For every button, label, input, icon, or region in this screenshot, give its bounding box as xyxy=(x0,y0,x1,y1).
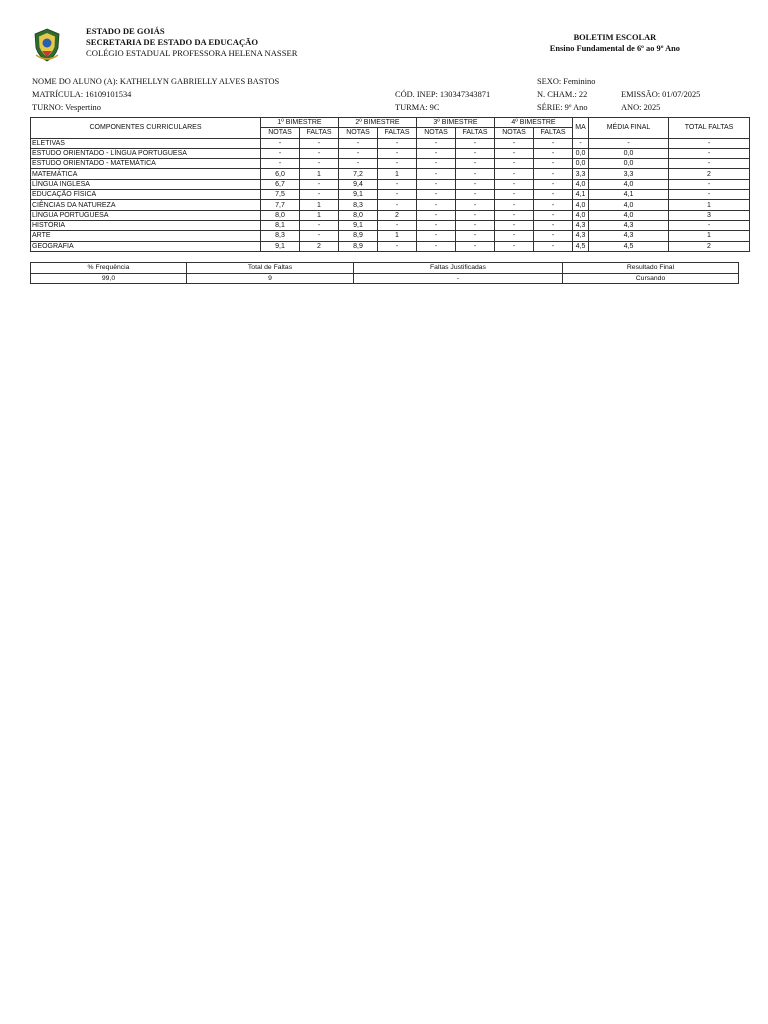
summary-table xyxy=(30,262,739,284)
grade-cell: - xyxy=(378,190,417,200)
table-row xyxy=(31,200,750,210)
document-subtitle: Ensino Fundamental de 6º ao 9º Ano xyxy=(549,44,680,53)
grade-cell: 4,0 xyxy=(589,179,669,189)
grade-cell: 1 xyxy=(669,200,750,210)
grade-cell: 4,0 xyxy=(573,179,589,189)
student-shift: TURNO: Vespertino xyxy=(32,103,101,112)
grade-cell: - xyxy=(417,220,456,230)
school-year: ANO: 2025 xyxy=(621,103,661,112)
grade-cell: - xyxy=(534,138,573,148)
grade-cell: 4,3 xyxy=(589,220,669,230)
grade-cell: - xyxy=(417,241,456,251)
grade-cell: 9,1 xyxy=(339,190,378,200)
faltas-header: FALTAS xyxy=(456,128,495,138)
final-average-header: MÉDIA FINAL xyxy=(589,118,669,139)
grade-cell: - xyxy=(495,210,534,220)
table-row xyxy=(31,231,750,241)
grade-cell: - xyxy=(495,200,534,210)
grade-cell: - xyxy=(339,159,378,169)
grade-cell: 7,2 xyxy=(339,169,378,179)
grade-cell: 3,3 xyxy=(589,169,669,179)
grade-cell: - xyxy=(669,148,750,158)
grade-cell: - xyxy=(495,241,534,251)
total-absences-header: TOTAL FALTAS xyxy=(669,118,750,139)
grade-cell: 8,3 xyxy=(261,231,300,241)
grade-cell: 2 xyxy=(378,210,417,220)
grade-cell: 2 xyxy=(669,169,750,179)
grade-cell: - xyxy=(417,190,456,200)
student-info xyxy=(30,77,740,116)
document-title-block xyxy=(550,32,680,54)
grade-cell: - xyxy=(417,169,456,179)
grade-cell: - xyxy=(300,190,339,200)
grade-cell: - xyxy=(456,200,495,210)
grade-cell: - xyxy=(417,148,456,158)
grade-cell: 1 xyxy=(669,231,750,241)
grade-cell: - xyxy=(669,220,750,230)
grade-cell: - xyxy=(456,169,495,179)
grade-cell: - xyxy=(534,148,573,158)
grade-cell: 9,1 xyxy=(339,220,378,230)
grade-cell: 4,5 xyxy=(573,241,589,251)
grade-cell: - xyxy=(378,148,417,158)
grade-cell: 8,0 xyxy=(339,210,378,220)
grade-cell: 4,5 xyxy=(589,241,669,251)
grade-cell: - xyxy=(417,200,456,210)
grade-cell: - xyxy=(456,241,495,251)
grade-cell: - xyxy=(495,138,534,148)
grade-cell: - xyxy=(495,231,534,241)
grade-cell: - xyxy=(378,138,417,148)
grade-cell: - xyxy=(534,179,573,189)
grade-cell: 0,0 xyxy=(573,159,589,169)
grade-cell: - xyxy=(339,138,378,148)
subject-name: EDUCAÇÃO FÍSICA xyxy=(31,190,261,200)
subject-name: ARTE xyxy=(31,231,261,241)
grade-cell: - xyxy=(456,179,495,189)
grade-cell: 1 xyxy=(300,200,339,210)
grade-cell: - xyxy=(378,241,417,251)
grade-cell: - xyxy=(534,220,573,230)
grade-cell: - xyxy=(261,148,300,158)
grade-cell: - xyxy=(378,200,417,210)
call-number: N. CHAM.: 22 xyxy=(537,90,588,99)
grade-cell: - xyxy=(456,148,495,158)
grade-cell: - xyxy=(300,231,339,241)
subject-name: GEOGRAFIA xyxy=(31,241,261,251)
table-row xyxy=(31,138,750,148)
state-coat-of-arms-icon xyxy=(33,28,61,62)
grade-cell: 8,1 xyxy=(261,220,300,230)
faltas-header: FALTAS xyxy=(534,128,573,138)
table-row xyxy=(31,159,750,169)
grade-cell: - xyxy=(300,179,339,189)
school-name: COLÉGIO ESTADUAL PROFESSORA HELENA NASSER xyxy=(86,48,298,58)
subject-name: HISTÓRIA xyxy=(31,220,261,230)
grade-cell: - xyxy=(456,210,495,220)
grade-cell: - xyxy=(534,190,573,200)
grade-cell: - xyxy=(534,231,573,241)
grade-cell: 4,1 xyxy=(573,190,589,200)
state-name: ESTADO DE GOIÁS xyxy=(86,26,165,36)
grade-cell: 1 xyxy=(300,210,339,220)
grade-cell: - xyxy=(417,210,456,220)
grade-cell: 4,3 xyxy=(573,220,589,230)
grade-cell: - xyxy=(378,220,417,230)
grade-cell: - xyxy=(669,190,750,200)
subject-name: ESTUDO ORIENTADO - MATEMÁTICA xyxy=(31,159,261,169)
grade-cell: 8,9 xyxy=(339,231,378,241)
subject-name: ESTUDO ORIENTADO - LÍNGUA PORTUGUESA xyxy=(31,148,261,158)
grade-cell: 7,7 xyxy=(261,200,300,210)
grade-cell: 1 xyxy=(378,231,417,241)
grade-cell: 0,0 xyxy=(589,159,669,169)
faltas-header: FALTAS xyxy=(378,128,417,138)
grade-cell: - xyxy=(300,159,339,169)
grade-cell: - xyxy=(495,179,534,189)
grades-body xyxy=(31,138,750,251)
grades-table xyxy=(30,117,750,252)
subjects-header: COMPONENTES CURRICULARES xyxy=(31,118,261,139)
grade-cell: 3,3 xyxy=(573,169,589,179)
grade-cell: - xyxy=(534,210,573,220)
term-4-header: 4º BIMESTRE xyxy=(495,118,573,128)
grade-cell: - xyxy=(417,138,456,148)
grade-cell: 6,7 xyxy=(261,179,300,189)
document-title: BOLETIM ESCOLAR xyxy=(573,33,657,42)
grade-cell: - xyxy=(495,148,534,158)
grade-cell: - xyxy=(300,148,339,158)
student-grade: SÉRIE: 9º Ano xyxy=(537,103,588,112)
grade-cell: - xyxy=(417,231,456,241)
grade-cell: 8,3 xyxy=(339,200,378,210)
student-class: TURMA: 9C xyxy=(395,103,440,112)
table-row xyxy=(31,179,750,189)
subject-name: LÍNGUA INGLESA xyxy=(31,179,261,189)
justified-absences-label: Faltas Justificadas xyxy=(354,263,563,274)
notas-header: NOTAS xyxy=(495,128,534,138)
grade-cell: 4,0 xyxy=(589,210,669,220)
grade-cell: - xyxy=(417,159,456,169)
grade-cell: - xyxy=(456,220,495,230)
grade-cell: 1 xyxy=(300,169,339,179)
grade-cell: - xyxy=(669,138,750,148)
grade-cell: - xyxy=(300,220,339,230)
justified-absences-value: - xyxy=(354,273,563,284)
table-row xyxy=(31,241,750,251)
grade-cell: - xyxy=(261,138,300,148)
grade-cell: - xyxy=(495,220,534,230)
grade-cell: 0,0 xyxy=(573,148,589,158)
notas-header: NOTAS xyxy=(417,128,456,138)
grade-cell: 4,3 xyxy=(589,231,669,241)
grade-cell: 3 xyxy=(669,210,750,220)
grade-cell: - xyxy=(417,179,456,189)
summary-value-row xyxy=(31,273,739,284)
subject-name: CIÊNCIAS DA NATUREZA xyxy=(31,200,261,210)
subject-name: LÍNGUA PORTUGUESA xyxy=(31,210,261,220)
term-3-header: 3º BIMESTRE xyxy=(417,118,495,128)
grade-cell: 9,4 xyxy=(339,179,378,189)
grade-cell: - xyxy=(573,138,589,148)
grade-cell: 4,1 xyxy=(589,190,669,200)
grade-cell: - xyxy=(589,138,669,148)
term-1-header: 1º BIMESTRE xyxy=(261,118,339,128)
notas-header: NOTAS xyxy=(339,128,378,138)
faltas-header: FALTAS xyxy=(300,128,339,138)
frequency-value: 99,0 xyxy=(31,273,187,284)
grade-cell: 2 xyxy=(300,241,339,251)
grade-cell: - xyxy=(261,159,300,169)
grade-cell: 4,0 xyxy=(589,200,669,210)
grade-cell: - xyxy=(339,148,378,158)
term-2-header: 2º BIMESTRE xyxy=(339,118,417,128)
grade-cell: - xyxy=(495,169,534,179)
institution-block xyxy=(86,26,297,59)
grade-cell: 6,0 xyxy=(261,169,300,179)
grade-cell: - xyxy=(456,190,495,200)
subject-name: MATEMÁTICA xyxy=(31,169,261,179)
grade-cell: - xyxy=(300,138,339,148)
grade-cell: 0,0 xyxy=(589,148,669,158)
summary-header-row xyxy=(31,263,739,274)
student-registration: MATRÍCULA: 16109101534 xyxy=(32,90,132,99)
grade-cell: - xyxy=(456,159,495,169)
table-row xyxy=(31,148,750,158)
total-absences-value: 9 xyxy=(187,273,354,284)
grade-cell: 1 xyxy=(378,169,417,179)
table-row xyxy=(31,210,750,220)
grade-cell: - xyxy=(378,179,417,189)
frequency-header: % Frequência xyxy=(31,263,187,274)
grade-cell: 7,5 xyxy=(261,190,300,200)
grade-cell: - xyxy=(534,159,573,169)
table-row xyxy=(31,220,750,230)
issue-date: EMISSÃO: 01/07/2025 xyxy=(621,90,701,99)
grade-cell: 8,9 xyxy=(339,241,378,251)
table-row xyxy=(31,190,750,200)
grade-cell: - xyxy=(669,159,750,169)
grade-cell: - xyxy=(456,138,495,148)
grade-cell: - xyxy=(378,159,417,169)
student-sex: SEXO: Feminino xyxy=(537,77,596,86)
table-row xyxy=(31,169,750,179)
grade-cell: 4,0 xyxy=(573,210,589,220)
total-absences-label: Total de Faltas xyxy=(187,263,354,274)
table-header-row xyxy=(31,118,750,128)
secretariat-name: SECRETARIA DE ESTADO DA EDUCAÇÃO xyxy=(86,37,259,47)
grade-cell: - xyxy=(669,179,750,189)
subject-name: ELETIVAS xyxy=(31,138,261,148)
grade-cell: - xyxy=(534,241,573,251)
document-header xyxy=(30,26,740,66)
grade-cell: 4,0 xyxy=(573,200,589,210)
grade-cell: - xyxy=(495,159,534,169)
grade-cell: 9,1 xyxy=(261,241,300,251)
final-result-value: Cursando xyxy=(563,273,739,284)
inep-code: CÓD. INEP: 130347343871 xyxy=(395,90,491,99)
grade-cell: 8,0 xyxy=(261,210,300,220)
grade-cell: - xyxy=(495,190,534,200)
ma-header: MA xyxy=(573,118,589,139)
notas-header: NOTAS xyxy=(261,128,300,138)
student-name: NOME DO ALUNO (A): KATHELLYN GABRIELLY ALVES BASTOS xyxy=(32,77,280,86)
grade-cell: 4,3 xyxy=(573,231,589,241)
grade-cell: - xyxy=(534,169,573,179)
grade-cell: 2 xyxy=(669,241,750,251)
grade-cell: - xyxy=(456,231,495,241)
final-result-label: Resultado Final xyxy=(563,263,739,274)
grade-cell: - xyxy=(534,200,573,210)
